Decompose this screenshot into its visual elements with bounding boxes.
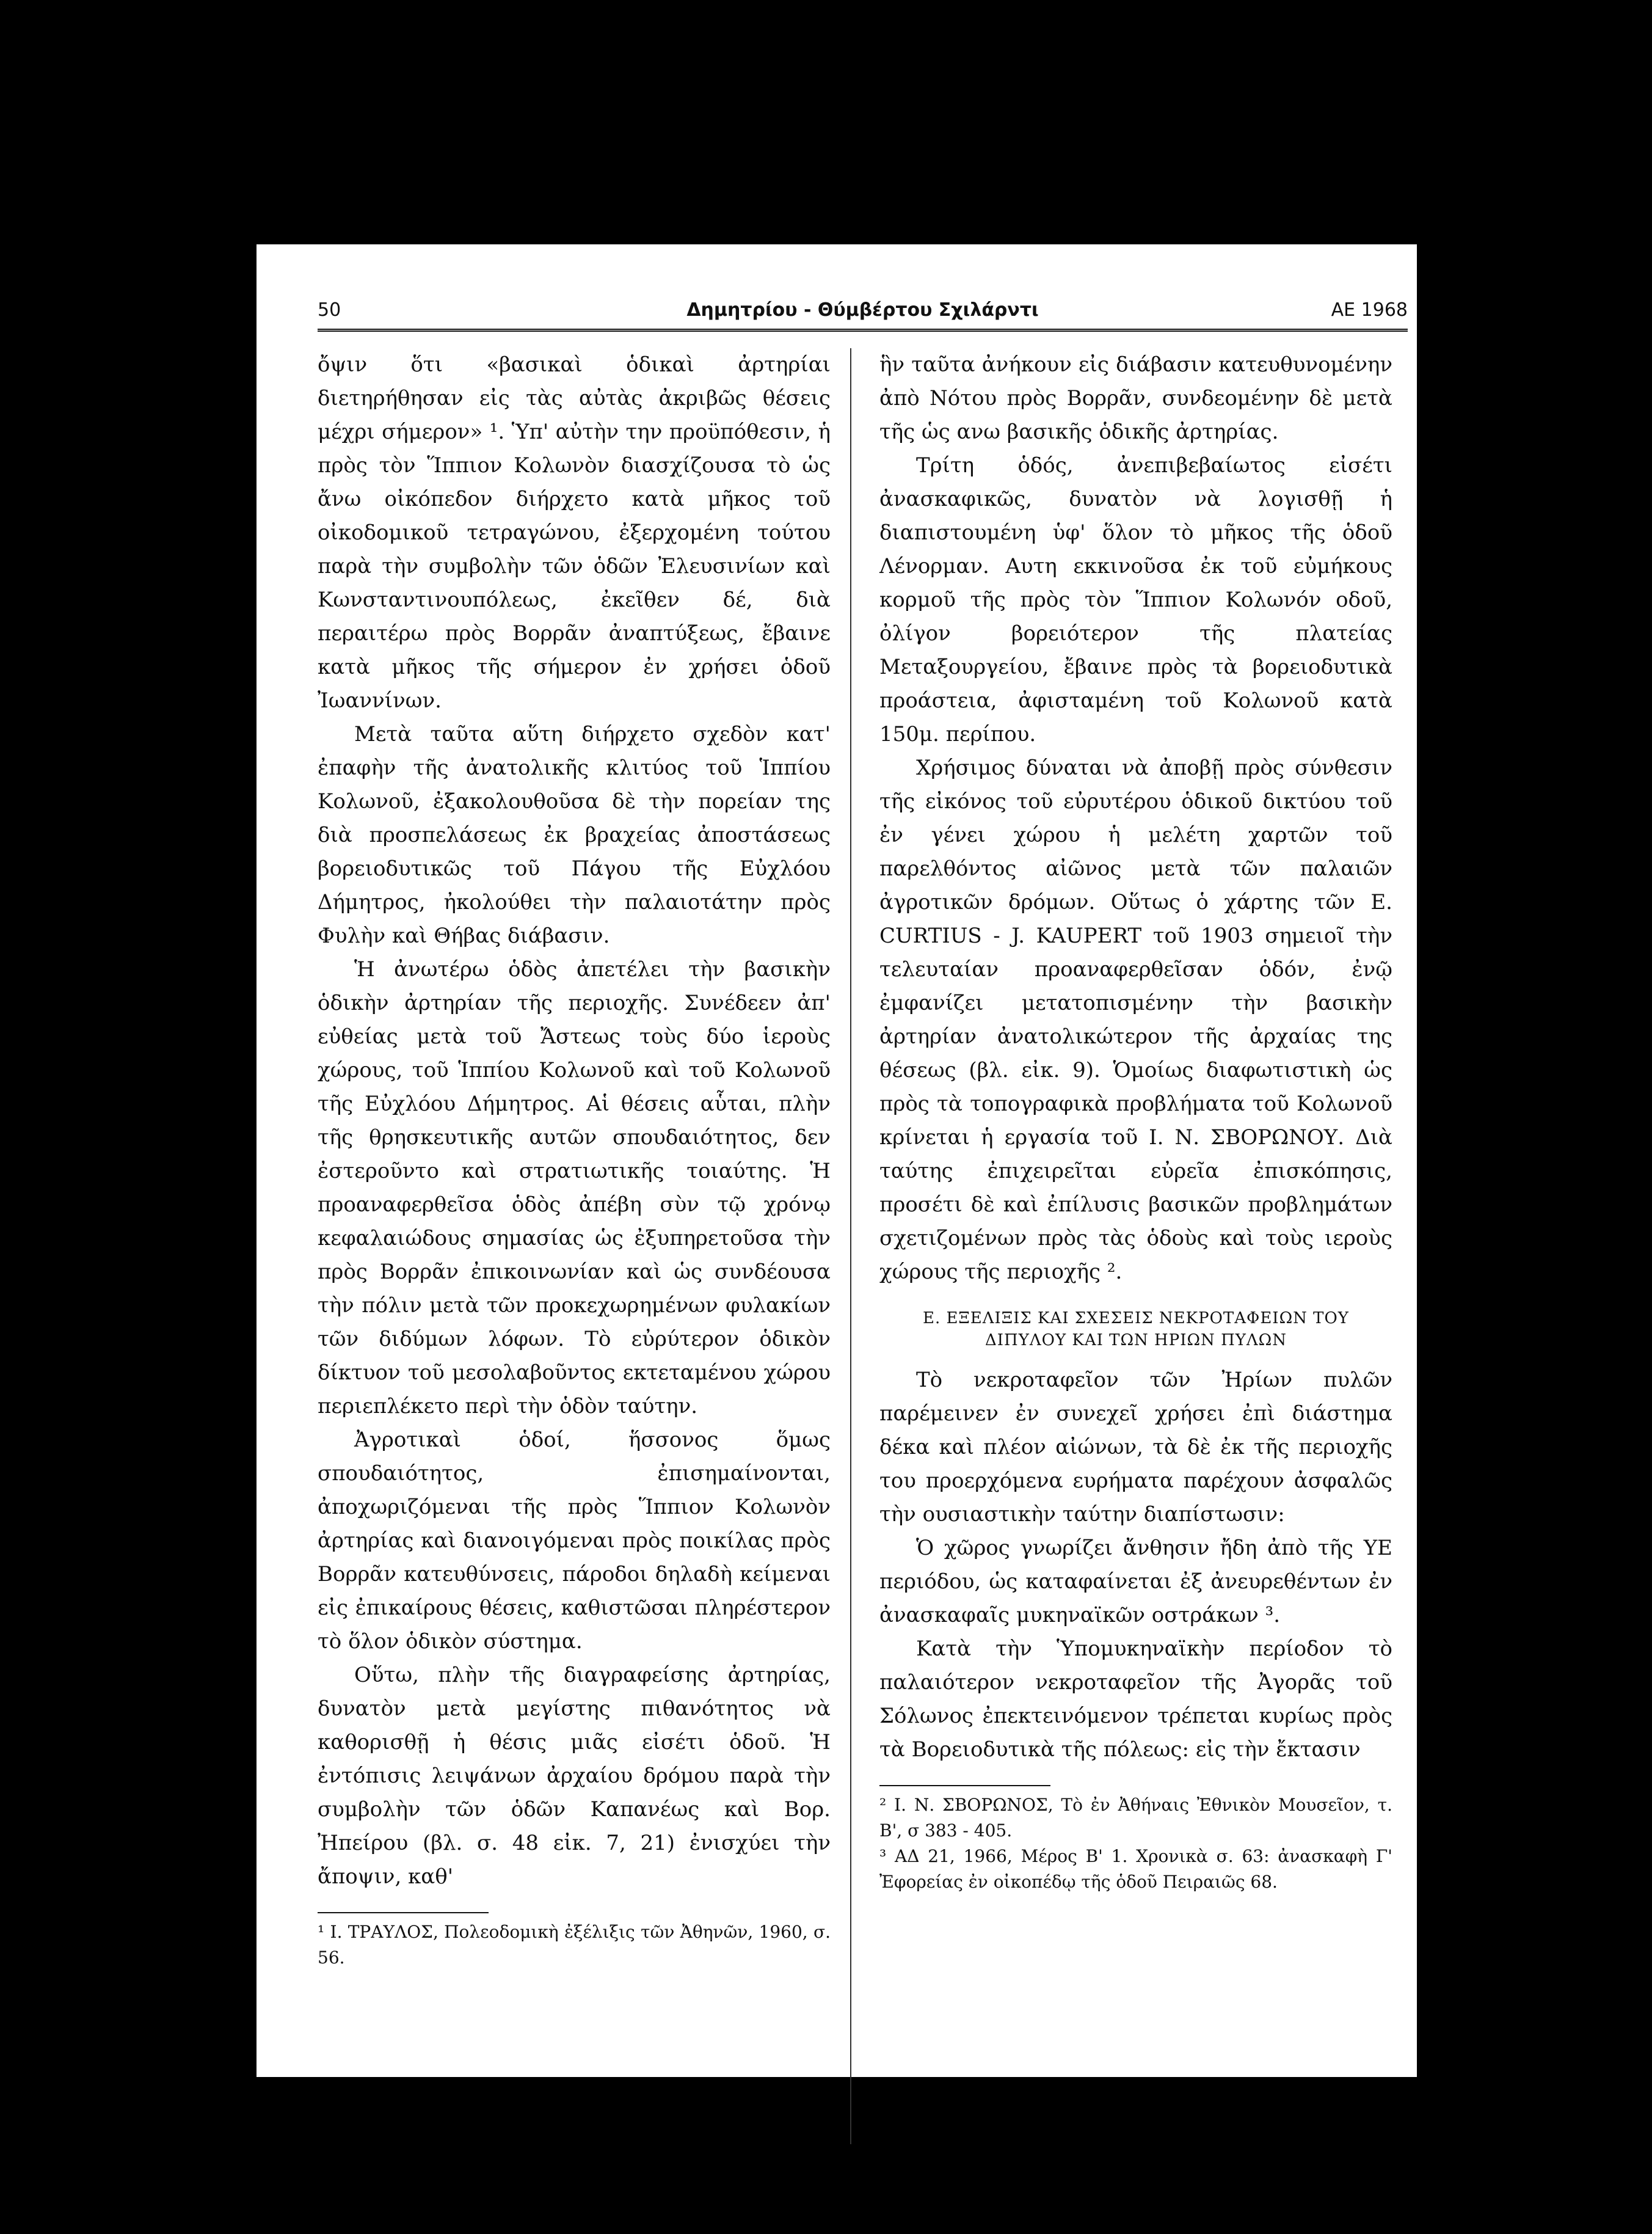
footnote: ² Ι. Ν. ΣΒΟΡΩΝΟΣ, Τὸ ἐν Ἀθήναις Ἐθνικὸν Μουσεῖον, τ. Β', σ 383 - 405. xyxy=(879,1795,1392,1841)
running-title: Δημητρίου - Θύμβέρτου Σχιλάρντι xyxy=(686,299,1039,321)
paragraph: Ἡ ἀνωτέρω ὁδὸς ἀπετέλει τὴν βασικὴν ὁδικὴν ἀρτηρίαν τῆς περιοχῆς. Συνέδεεν ἀπ' εὐθείας μετὰ τοῦ Ἄστεως τοὺς δύο ἱεροὺς χώρους, τοῦ Ἱππίου Κολωνοῦ καὶ τοῦ Κολωνοῦ τῆς Εὐχλόου Δήμητρος. Αἱ θέσεις αὗται, πλὴν τῆς θρησκευτικῆς αυτῶν σπουδαιότητος, δεν ἐστεροῦντο καὶ στρατιωτικῆς τοιαύτης. Ἡ προαναφερθεῖσα ὁδὸς ἀπέβη σὺν τῷ χρόνῳ κεφαλαιώδους σημασίας ὡς ἐξυπηρετοῦσα τὴν πρὸς Βορρᾶν ἐπικοινωνίαν καὶ ὡς συνδέουσα τὴν πόλιν μετὰ τῶν προκεχωρημένων φυλακίων τῶν διδύμων λόφων. Τὸ εὐρύτερον ὁδικὸν δίκτυον τοῦ μεσολαβοῦντος εκτεταμένου χώρου περιεπλέκετο περὶ τὴν ὁδὸν ταύτην. xyxy=(318,957,831,1418)
paragraph: Οὕτω, πλὴν τῆς διαγραφείσης ἀρτηρίας, δυνατὸν μετὰ μεγίστης πιθανότητος νὰ καθορισθῇ ἡ θέσις μιᾶς εἰσέτι ὁδοῦ. Ἡ ἐντόπισις λειψάνων ἀρχαίου δρόμου παρὰ τὴν συμβολὴν τῶν ὁδῶν Καπανέως καὶ Βορ. Ἠπείρου (βλ. σ. 48 εἰκ. 7, 21) ἐνισχύει τὴν ἄποψιν, καθ' xyxy=(318,1663,831,1889)
footnote: ¹ Ι. ΤΡΑΥΛΟΣ, Πολεοδομικὴ ἐξέλιξις τῶν Ἀθηνῶν, 1960, σ. 56. xyxy=(318,1922,831,1968)
paragraph: Τὸ νεκροταφεῖον τῶν Ἠρίων πυλῶν παρέμεινεν ἐν συνεχεῖ χρήσει ἐπὶ διάστημα δέκα καὶ πλέον αἰώνων, τὰ δὲ ἐκ τῆς περιοχῆς του προερχόμενα ευρήματα παρέχουν ἀσφαλῶς τὴν ουσιαστικὴν ταύτην διαπίστωσιν: xyxy=(879,1368,1392,1527)
paragraph: Τρίτη ὁδός, ἀνεπιβεβαίωτος εἰσέτι ἀνασκαφικῶς, δυνατὸν νὰ λογισθῇ ἡ διαπιστουμένη ὑφ' ὅλον τὸ μῆκος τῆς ὁδοῦ Λένορμαν. Αυτη εκκινοῦσα ἐκ τοῦ εὐμήκους κορμοῦ τῆς πρὸς τὸν Ἵππιον Κολωνόν οδοῦ, ὀλίγον βορειότερον τῆς πλατείας Μεταξουργείου, ἔβαινε πρὸς τὰ βορειοδυτικὰ προάστεια, ἀφισταμένη τοῦ Κολωνοῦ κατὰ 150μ. περίπου. xyxy=(879,453,1392,746)
page-number: 50 xyxy=(318,299,341,321)
paragraph: ὄψιν ὅτι «βασικαὶ ὁδικαὶ ἀρτηρίαι διετηρήθησαν εἰς τὰς αὐτὰς ἀκριβῶς θέσεις μέχρι σήμερον» ¹. Ὑπ' αὐτὴν την προϋπόθεσιν, ἡ πρὸς τὸν Ἵππιον Κολωνὸν διασχίζουσα τὸ ὡς ἄνω οἰκόπεδον διήρχετο κατὰ μῆκος τοῦ οἰκοδομικοῦ τετραγώνου, ἐξερχομένη τούτου παρὰ τὴν συμβολὴν τῶν ὁδῶν Ἐλευσινίων καὶ Κωνσταντινουπόλεως, ἐκεῖθεν δέ, διὰ περαιτέρω πρὸς Βορρᾶν ἀναπτύξεως, ἔβαινε κατὰ μῆκος τῆς σήμερον ἐν χρήσει ὁδοῦ Ἰωαννίνων. xyxy=(318,352,831,713)
footnote: ³ ΑΔ 21, 1966, Μέρος Β' 1. Χρονικὰ σ. 63: ἀνασκαφὴ Γ' Ἐφορείας ἐν οἰκοπέδῳ τῆς ὁδοῦ Πειραιῶς 68. xyxy=(879,1846,1392,1892)
paragraph: Κατὰ τὴν Ὑπομυκηναϊκὴν περίοδον τὸ παλαιότερον νεκροταφεῖον τῆς Ἀγορᾶς τοῦ Σόλωνος ἐπεκτεινόμενον τρέπεται κυρίως πρὸς τὰ Βορειοδυτικὰ τῆς πόλεως: εἰς τὴν ἔκτασιν xyxy=(879,1637,1392,1762)
running-header xyxy=(318,292,1408,329)
footnote-rule xyxy=(318,1912,489,1913)
column-divider xyxy=(850,348,851,2144)
section-heading: Ε. ΕΞΕΛΙΞΙΣ ΚΑΙ ΣΧΕΣΕΙΣ ΝΕΚΡΟΤΑΦΕΙΩΝ ΤΟΥ ΔΙΠΥΛΟΥ ΚΑΙ ΤΩΝ ΗΡΙΩΝ ΠΥΛΩΝ xyxy=(923,1309,1349,1349)
paragraph: Μετὰ ταῦτα αὕτη διήρχετο σχεδὸν κατ' ἐπαφὴν τῆς ἀνατολικῆς κλιτύος τοῦ Ἱππίου Κολωνοῦ, ἐξακολουθοῦσα δὲ τὴν πορείαν της διὰ προσπελάσεως ἐκ βραχείας ἀποστάσεως βορειοδυτικῶς τοῦ Πάγου τῆς Εὐχλόου Δήμητρος, ἠκολούθει τὴν παλαιοτάτην πρὸς Φυλὴν καὶ Θήβας διάβασιν. xyxy=(318,722,831,948)
paragraph: Ὁ χῶρος γνωρίζει ἄνθησιν ἤδη ἀπὸ τῆς ΥΕ περιόδου, ὡς καταφαίνεται ἐξ ἀνευρεθέντων ἐν ἀνασκαφαῖς μυκηναϊκῶν οστράκων ³. xyxy=(879,1536,1392,1627)
left-column xyxy=(318,348,831,1971)
paragraph: Ἀγροτικαὶ ὁδοί, ἥσσονος ὅμως σπουδαιότητος, ἐπισημαίνονται, ἀποχωριζόμεναι τῆς πρὸς Ἵππιον Κολωνὸν ἀρτηρίας καὶ διανοιγόμεναι πρὸς ποικίλας πρὸς Βορρᾶν κατευθύνσεις, πάροδοι δηλαδὴ κείμεναι εἰς ἐπικαίρους θέσεις, καθιστῶσαι πληρέστερον τὸ ὅλον ὁδικὸν σύστημα. xyxy=(318,1428,831,1654)
paragraph: ἣν ταῦτα ἀνήκουν εἰς διάβασιν κατευθυνομένην ἀπὸ Νότου πρὸς Βορρᾶν, συνδεομένην δὲ μετὰ τῆς ὡς ανω βασικῆς ὁδικῆς ἀρτηρίας. xyxy=(879,352,1392,444)
right-column xyxy=(879,348,1392,1895)
journal-reference: ΑΕ 1968 xyxy=(1331,299,1408,321)
paragraph: Χρήσιμος δύναται νὰ ἀποβῇ πρὸς σύνθεσιν τῆς εἰκόνος τοῦ εὐρυτέρου ὁδικοῦ δικτύου τοῦ ἐν γένει χώρου ἡ μελέτη χαρτῶν τοῦ παρελθόντος αἰῶνος μετὰ τῶν παλαιῶν ἀγροτικῶν δρόμων. Οὕτως ὁ χάρτης τῶν E. CURTIUS - J. KAUPERT τοῦ 1903 σημειοῖ τὴν τελευταίαν προαναφερθεῖσαν ὁδόν, ἐνῷ ἐμφανίζει μετατοπισμένην τὴν βασικὴν ἀρτηρίαν ἀνατολικώτερον τῆς ἀρχαίας της θέσεως (βλ. εἰκ. 9). Ὁμοίως διαφωτιστικὴ ὡς πρὸς τὰ τοπογραφικὰ προβλήματα τοῦ Κολωνοῦ κρίνεται ἡ εργασία τοῦ Ι. Ν. ΣΒΟΡΩΝΟΥ. Διὰ ταύτης ἐπιχειρεῖται εὐρεῖα ἐπισκόπησις, προσέτι δὲ καὶ ἐπίλυσις βασικῶν προβλημάτων σχετιζομένων πρὸς τὰς ὁδοὺς καὶ τοὺς ιεροὺς χώρους τῆς περιοχῆς ². xyxy=(879,756,1392,1284)
header-rule xyxy=(318,329,1408,332)
footnote-rule xyxy=(879,1785,1050,1786)
